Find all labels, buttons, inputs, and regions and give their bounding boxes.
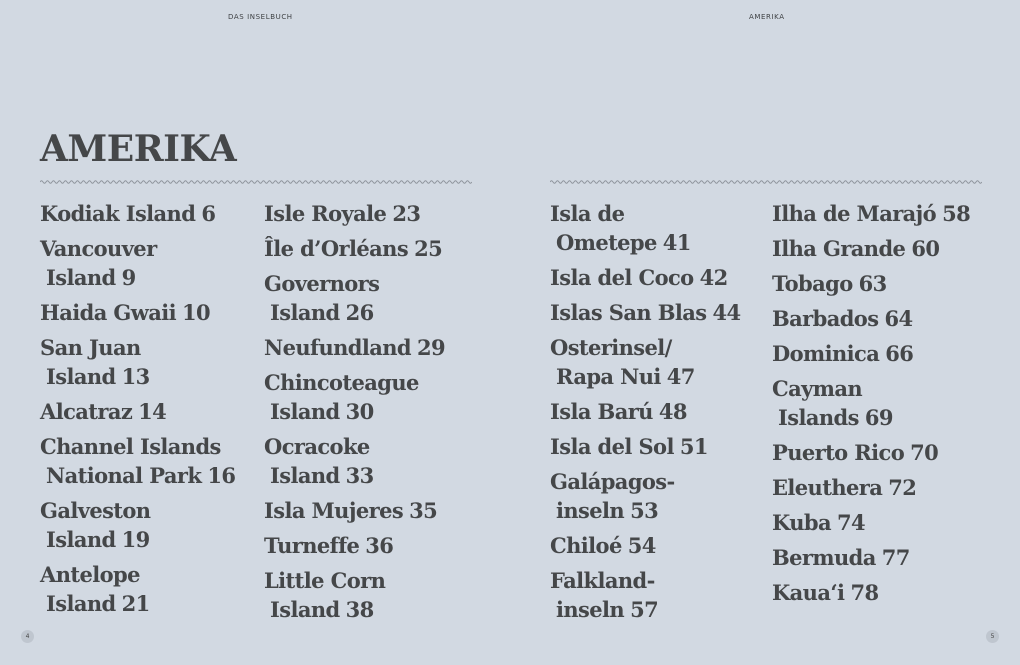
wave-path: [40, 181, 472, 184]
toc-entry: [264, 432, 445, 490]
toc-entry-page: 26: [345, 300, 374, 325]
toc-entry-page: 70: [910, 440, 939, 465]
toc-entry-name-cont: Island: [270, 300, 340, 325]
toc-entry: [772, 578, 970, 607]
toc-entry-page: 14: [138, 399, 167, 424]
toc-entry-line2: [550, 362, 741, 391]
toc-entry: [772, 374, 970, 432]
toc-entry: [550, 397, 741, 426]
toc-entry: [772, 473, 970, 502]
toc-entry-name-cont: Island: [270, 399, 340, 424]
toc-column-3: [550, 199, 741, 630]
toc-entry-page: 51: [679, 434, 708, 459]
toc-entry-line2: [264, 461, 445, 490]
toc-entry-page: 38: [345, 597, 374, 622]
toc-entry-page: 78: [850, 580, 879, 605]
toc-entry-name: San Juan: [40, 335, 141, 360]
toc-entry: [772, 508, 970, 537]
toc-entry-page: 42: [699, 265, 728, 290]
toc-entry-name: Galápagos-: [550, 469, 675, 494]
toc-entry-page: 47: [666, 364, 695, 389]
toc-entry-name-cont: inseln: [556, 498, 625, 523]
page-number-left: 4: [21, 630, 34, 643]
toc-entry-name: Turneffe: [264, 533, 360, 558]
toc-entry-name: Chincoteague: [264, 370, 419, 395]
toc-entry-name: Kuba: [772, 510, 831, 535]
toc-entry: [264, 531, 445, 560]
toc-entry: [772, 339, 970, 368]
toc-entry-page: 21: [121, 591, 150, 616]
toc-entry-name: Barbados: [772, 306, 879, 331]
toc-entry-page: 10: [182, 300, 211, 325]
toc-entry: [772, 234, 970, 263]
toc-entry-page: 63: [858, 271, 887, 296]
toc-entry: [550, 531, 741, 560]
toc-entry: [772, 304, 970, 333]
toc-entry: [40, 397, 235, 426]
toc-entry-page: 36: [365, 533, 394, 558]
toc-entry-line2: [40, 263, 235, 292]
toc-entry-name: Antelope: [40, 562, 140, 587]
toc-entry-name: Galveston: [40, 498, 151, 523]
toc-entry-page: 19: [121, 527, 150, 552]
toc-entry-page: 54: [627, 533, 656, 558]
toc-entry-name-cont: National Park: [46, 463, 202, 488]
toc-entry-name: Tobago: [772, 271, 853, 296]
toc-entry-line2: [550, 228, 741, 257]
toc-entry-line2: [40, 362, 235, 391]
toc-entry-name: Governors: [264, 271, 380, 296]
section-title: AMERIKA: [40, 128, 237, 170]
toc-entry-page: 53: [630, 498, 659, 523]
toc-entry-name-cont: Island: [46, 364, 116, 389]
toc-entry-name: Isla del Coco: [550, 265, 694, 290]
toc-entry-name: Dominica: [772, 341, 880, 366]
toc-entry: [40, 560, 235, 618]
running-head-left: DAS INSELBUCH: [228, 13, 293, 21]
toc-entry-page: 44: [712, 300, 741, 325]
toc-entry-line2: [40, 461, 235, 490]
toc-entry: [550, 199, 741, 257]
toc-entry: [40, 496, 235, 554]
toc-entry-page: 33: [345, 463, 374, 488]
toc-entry-name-cont: Island: [270, 597, 340, 622]
toc-column-1: [40, 199, 235, 624]
running-head-right: AMERIKA: [749, 13, 785, 21]
toc-entry: [40, 333, 235, 391]
toc-entry-page: 64: [884, 306, 913, 331]
wave-path: [550, 181, 982, 184]
toc-entry-name-cont: Island: [46, 527, 116, 552]
toc-entry-page: 16: [207, 463, 236, 488]
toc-entry-name: Isla del Sol: [550, 434, 674, 459]
toc-entry-page: 30: [345, 399, 374, 424]
toc-entry: [264, 333, 445, 362]
toc-entry-name: Kodiak Island: [40, 201, 196, 226]
toc-entry-line2: [40, 525, 235, 554]
toc-entry-name: Ocracoke: [264, 434, 370, 459]
toc-entry: [550, 432, 741, 461]
toc-entry: [772, 199, 970, 228]
toc-entry: [40, 234, 235, 292]
toc-entry-page: 72: [888, 475, 917, 500]
toc-entry-page: 23: [392, 201, 421, 226]
toc-entry-page: 58: [942, 201, 971, 226]
toc-entry-name-cont: Islands: [778, 405, 859, 430]
toc-entry-page: 60: [911, 236, 940, 261]
toc-entry-name: Channel Islands: [40, 434, 221, 459]
toc-entry-page: 13: [121, 364, 150, 389]
toc-entry-name: Ilha Grande: [772, 236, 906, 261]
toc-entry-name: Little Corn: [264, 568, 386, 593]
toc-entry-line2: [264, 298, 445, 327]
toc-entry: [772, 438, 970, 467]
toc-entry-line2: [264, 397, 445, 426]
toc-entry: [550, 333, 741, 391]
toc-entry-page: 77: [881, 545, 910, 570]
toc-entry-name: Kaua‘i: [772, 580, 845, 605]
toc-entry-line2: [772, 403, 970, 432]
toc-entry: [40, 298, 235, 327]
toc-entry-page: 6: [201, 201, 216, 226]
toc-entry-page: 57: [630, 597, 659, 622]
toc-entry-name: Isla Mujeres: [264, 498, 404, 523]
toc-entry: [264, 269, 445, 327]
toc-entry-name-cont: Island: [270, 463, 340, 488]
toc-entry-name: Eleuthera: [772, 475, 883, 500]
toc-entry: [264, 199, 445, 228]
toc-entry-page: 69: [864, 405, 893, 430]
toc-entry: [264, 234, 445, 263]
toc-entry-name: Ilha de Marajó: [772, 201, 937, 226]
wavy-divider-left: [40, 178, 472, 186]
toc-entry-page: 48: [658, 399, 687, 424]
toc-entry-name: Isla Barú: [550, 399, 653, 424]
toc-entry-line2: [40, 589, 235, 618]
toc-entry-line2: [550, 496, 741, 525]
toc-entry-name: Neufundland: [264, 335, 412, 360]
toc-entry-name: Haida Gwaii: [40, 300, 177, 325]
toc-entry-page: 25: [414, 236, 443, 261]
toc-entry-page: 9: [121, 265, 136, 290]
toc-entry-name-cont: Island: [46, 265, 116, 290]
toc-entry-name: Bermuda: [772, 545, 876, 570]
toc-entry-page: 35: [409, 498, 438, 523]
toc-entry: [40, 432, 235, 490]
toc-entry: [550, 298, 741, 327]
toc-entry: [772, 269, 970, 298]
toc-entry-name-cont: Ometepe: [556, 230, 657, 255]
toc-entry: [550, 263, 741, 292]
toc-entry-name: Chiloé: [550, 533, 622, 558]
toc-column-2: [264, 199, 445, 630]
toc-entry: [40, 199, 235, 228]
wavy-divider-right: [550, 178, 982, 186]
toc-entry-name: Isla de: [550, 201, 625, 226]
toc-entry-name: Isle Royale: [264, 201, 387, 226]
toc-entry-line2: [264, 595, 445, 624]
toc-entry: [550, 566, 741, 624]
toc-entry-page: 74: [836, 510, 865, 535]
toc-entry-name: Alcatraz: [40, 399, 133, 424]
toc-entry-line2: [550, 595, 741, 624]
toc-entry-name: Falkland-: [550, 568, 655, 593]
toc-entry-name: Vancouver: [40, 236, 157, 261]
toc-entry: [264, 368, 445, 426]
toc-entry: [772, 543, 970, 572]
toc-entry: [264, 566, 445, 624]
toc-entry-name: Cayman: [772, 376, 863, 401]
toc-entry-page: 29: [417, 335, 446, 360]
toc-entry-page: 66: [885, 341, 914, 366]
toc-entry: [264, 496, 445, 525]
toc-entry-page: 41: [662, 230, 691, 255]
toc-entry: [550, 467, 741, 525]
toc-entry-name: Puerto Rico: [772, 440, 905, 465]
toc-entry-name: Osterinsel/: [550, 335, 672, 360]
toc-entry-name: Islas San Blas: [550, 300, 707, 325]
toc-entry-name: Île d’Orléans: [264, 236, 409, 261]
toc-entry-name-cont: Island: [46, 591, 116, 616]
toc-entry-name-cont: Rapa Nui: [556, 364, 661, 389]
page-number-right: 5: [986, 630, 999, 643]
toc-entry-name-cont: inseln: [556, 597, 625, 622]
toc-column-4: [772, 199, 970, 613]
